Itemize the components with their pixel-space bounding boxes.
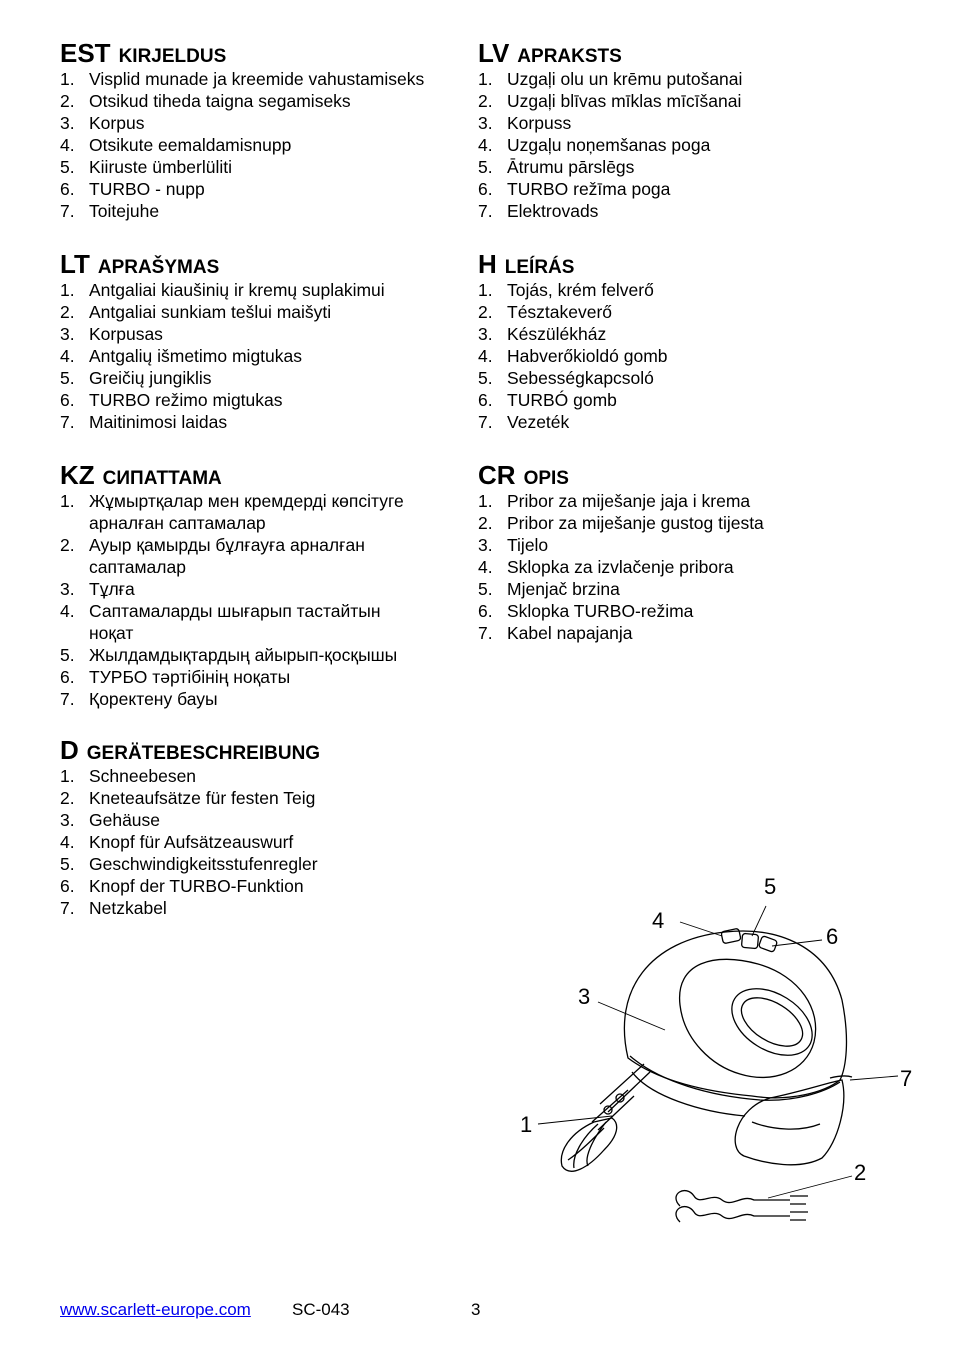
item-text: Antgaliai kiaušinių ir kremų suplakimui (89, 280, 385, 300)
item-text: Kneteaufsätze für festen Teig (89, 788, 316, 808)
section-title: KIRJELDUS (118, 46, 227, 67)
item-text: Vezeték (507, 412, 570, 432)
item-text: Pribor za miješanje gustog tijesta (507, 513, 764, 533)
list-item (478, 367, 668, 389)
item-number: 2. (60, 302, 75, 322)
item-number: 4. (60, 346, 75, 366)
section-heading (60, 38, 424, 68)
list-item (60, 367, 385, 389)
callout-4: 4 (652, 908, 665, 933)
list-item (478, 90, 742, 112)
item-number: 1. (60, 491, 75, 511)
item-number: 6. (478, 179, 493, 199)
item-text: TURBO režīma poga (507, 179, 671, 199)
item-text: Otsikute eemaldamisnupp (89, 135, 292, 155)
section-h (478, 249, 668, 433)
item-number: 6. (478, 390, 493, 410)
list-item (478, 156, 742, 178)
item-number: 5. (60, 854, 75, 874)
item-text: Mjenjač brzina (507, 579, 620, 599)
item-number: 7. (60, 201, 75, 221)
list-item (60, 411, 385, 433)
item-text: ноқат (89, 623, 134, 643)
section-kz (60, 460, 404, 710)
page-number: 3 (471, 1300, 481, 1319)
list-item (478, 134, 742, 156)
item-text: Pribor za miješanje jaja i krema (507, 491, 751, 511)
item-number: 6. (478, 601, 493, 621)
section-title: APRAŠYMAS (97, 257, 220, 278)
item-text: Тұлға (89, 579, 135, 599)
list-item (478, 345, 668, 367)
dough-hook-bottom (676, 1207, 790, 1222)
list-item (478, 600, 764, 622)
language-code: CR (478, 460, 516, 490)
item-text: Geschwindigkeitsstufenregler (89, 854, 318, 874)
item-number: 1. (60, 69, 75, 89)
item-text: Sebességkapcsoló (507, 368, 654, 388)
parts-list (478, 68, 742, 222)
item-text: Sklopka za izvlačenje pribora (507, 557, 734, 577)
section-lt (60, 249, 385, 433)
footer-model: SC-043 (292, 1300, 350, 1319)
item-text: Gehäuse (89, 810, 161, 830)
item-text: Otsikud tiheda taigna segamiseks (89, 91, 351, 111)
item-text: арналған саптамалар (89, 513, 266, 533)
item-number: 6. (60, 876, 75, 896)
item-number: 5. (478, 579, 493, 599)
list-item (478, 534, 764, 556)
callout-2: 2 (854, 1160, 867, 1185)
list-item (60, 809, 320, 831)
section-title: LEÍRÁS (504, 257, 575, 278)
mixer-heel (735, 1080, 844, 1165)
item-text: Schneebesen (89, 766, 197, 786)
item-text: Uzgaļi blīvas mīklas mīcīšanai (507, 91, 742, 111)
item-number: 3. (478, 324, 493, 344)
parts-list (60, 279, 385, 433)
item-number: 4. (478, 135, 493, 155)
footer-url[interactable] (60, 1300, 251, 1320)
turbo-button (758, 936, 777, 953)
item-text: Kabel napajanja (507, 623, 633, 643)
item-text: Habverőkioldó gomb (507, 346, 668, 366)
item-number: 5. (478, 157, 493, 177)
section-title: СИПАТТАМА (102, 468, 222, 489)
section-title: APRAKSTS (517, 46, 622, 67)
dough-hook-top (676, 1191, 790, 1206)
list-item (60, 389, 385, 411)
list-item (60, 68, 424, 90)
item-number: 6. (60, 390, 75, 410)
parts-list (60, 765, 320, 919)
list-item (60, 688, 404, 710)
item-text: Sklopka TURBO-režima (507, 601, 694, 621)
language-code: LT (60, 249, 90, 279)
item-text: Жылдамдықтардың айырып-қосқышы (89, 645, 398, 665)
list-item (60, 134, 424, 156)
item-text: саптамалар (89, 557, 186, 577)
item-number: 5. (60, 157, 75, 177)
list-item (60, 875, 320, 897)
item-text: Maitinimosi laidas (89, 412, 228, 432)
item-number: 2. (478, 302, 493, 322)
list-item (60, 666, 404, 688)
item-number: 3. (478, 113, 493, 133)
list-item (60, 831, 320, 853)
list-item (60, 112, 424, 134)
list-item (478, 556, 764, 578)
item-number: 1. (478, 491, 493, 511)
list-item (60, 787, 320, 809)
item-number: 2. (60, 535, 75, 555)
language-code: LV (478, 38, 510, 68)
section-heading (478, 38, 742, 68)
item-number: 5. (60, 368, 75, 388)
item-text: Antgaliai sunkiam tešlui maišyti (89, 302, 332, 322)
item-text: Tésztakeverő (507, 302, 613, 322)
list-item (60, 345, 385, 367)
list-item (60, 600, 404, 644)
item-number: 5. (478, 368, 493, 388)
item-number: 4. (478, 346, 493, 366)
section-cr (478, 460, 764, 644)
list-item (478, 323, 668, 345)
callout-6: 6 (826, 924, 839, 949)
item-number: 3. (60, 579, 75, 599)
item-text: TURBO - nupp (89, 179, 205, 199)
list-item (478, 389, 668, 411)
list-item (60, 301, 385, 323)
item-text: Visplid munade ja kreemide vahustamiseks (89, 69, 425, 89)
list-item (478, 112, 742, 134)
list-item (60, 156, 424, 178)
language-code: H (478, 249, 497, 279)
language-code: EST (60, 38, 111, 68)
item-text: Netzkabel (89, 898, 167, 918)
callout-3: 3 (578, 984, 591, 1009)
callout-7: 7 (900, 1066, 913, 1091)
list-item (478, 68, 742, 90)
list-item (60, 490, 404, 534)
item-number: 4. (478, 557, 493, 577)
list-item (60, 644, 404, 666)
section-heading (478, 249, 668, 279)
item-number: 7. (478, 623, 493, 643)
item-number: 2. (60, 788, 75, 808)
item-text: Greičių jungiklis (89, 368, 212, 388)
item-text: Antgalių išmetimo migtukas (89, 346, 302, 366)
item-text: Korpus (89, 113, 145, 133)
item-text: Kiiruste ümberlüliti (89, 157, 232, 177)
section-heading (60, 460, 404, 490)
item-text: Ātrumu pārslēgs (507, 157, 635, 177)
item-text: Ауыр қамырды бұлғауға арналған (89, 535, 365, 555)
list-item (60, 765, 320, 787)
item-text: Elektrovads (507, 201, 599, 221)
item-text: TURBÓ gomb (507, 390, 617, 410)
whisk (561, 1118, 616, 1171)
item-text: Korpuss (507, 113, 572, 133)
website-link[interactable]: www.scarlett-europe.com (60, 1300, 251, 1319)
item-text: Knopf für Aufsätzeauswurf (89, 832, 294, 852)
list-item (478, 279, 668, 301)
item-number: 1. (478, 69, 493, 89)
item-number: 3. (478, 535, 493, 555)
list-item (60, 853, 320, 875)
list-item (478, 200, 742, 222)
item-text: Саптамаларды шығарып тастайтын (89, 601, 381, 621)
item-number: 7. (60, 689, 75, 709)
list-item (60, 90, 424, 112)
item-number: 2. (60, 91, 75, 111)
item-text: Toitejuhe (89, 201, 160, 221)
mixer-handle-grip (680, 959, 816, 1077)
item-number: 7. (60, 412, 75, 432)
list-item (60, 200, 424, 222)
parts-list (60, 490, 404, 710)
item-number: 4. (60, 135, 75, 155)
list-item (60, 279, 385, 301)
list-item (60, 323, 385, 345)
list-item (478, 178, 742, 200)
callout-1: 1 (520, 1112, 533, 1137)
item-number: 1. (60, 280, 75, 300)
item-text: TURBO režimo migtukas (89, 390, 283, 410)
item-number: 3. (60, 810, 75, 830)
list-item (478, 578, 764, 600)
item-text: Korpusas (89, 324, 163, 344)
list-item (478, 512, 764, 534)
list-item (478, 301, 668, 323)
item-text: Uzgaļu noņemšanas poga (507, 135, 711, 155)
hand-mixer-diagram (500, 860, 940, 1240)
language-code: KZ (60, 460, 95, 490)
item-number: 1. (60, 766, 75, 786)
section-heading (60, 249, 385, 279)
list-item (478, 411, 668, 433)
section-heading (60, 735, 320, 765)
section-d (60, 735, 320, 919)
item-number: 2. (478, 513, 493, 533)
item-number: 2. (478, 91, 493, 111)
section-title: GERÄTEBESCHREIBUNG (86, 743, 321, 764)
list-item (60, 534, 404, 578)
list-item (60, 578, 404, 600)
list-item (478, 490, 764, 512)
item-text: Készülékház (507, 324, 607, 344)
item-number: 5. (60, 645, 75, 665)
item-number: 3. (60, 113, 75, 133)
item-number: 6. (60, 179, 75, 199)
callout-5: 5 (764, 874, 777, 899)
item-text: Knopf der TURBO-Funktion (89, 876, 304, 896)
parts-list (478, 490, 764, 644)
item-text: Tijelo (507, 535, 549, 555)
item-number: 7. (478, 412, 493, 432)
section-est (60, 38, 424, 222)
item-number: 4. (60, 832, 75, 852)
item-text: Uzgaļi olu un krēmu putošanai (507, 69, 743, 89)
item-number: 3. (60, 324, 75, 344)
parts-list (60, 68, 424, 222)
parts-list (478, 279, 668, 433)
section-lv (478, 38, 742, 222)
item-number: 7. (60, 898, 75, 918)
item-text: Жұмыртқалар мен кремдерді көпсітуге (89, 491, 404, 511)
list-item (478, 622, 764, 644)
item-text: Қоректену бауы (89, 689, 218, 709)
item-number: 1. (478, 280, 493, 300)
item-text: ТУРБО тәртібінің ноқаты (89, 667, 291, 687)
list-item (60, 897, 320, 919)
item-number: 7. (478, 201, 493, 221)
section-heading (478, 460, 764, 490)
list-item (60, 178, 424, 200)
language-code: D (60, 735, 79, 765)
section-title: OPIS (523, 468, 569, 489)
item-number: 4. (60, 601, 75, 621)
item-number: 6. (60, 667, 75, 687)
item-text: Tojás, krém felverő (507, 280, 654, 300)
speed-switch (741, 933, 758, 948)
